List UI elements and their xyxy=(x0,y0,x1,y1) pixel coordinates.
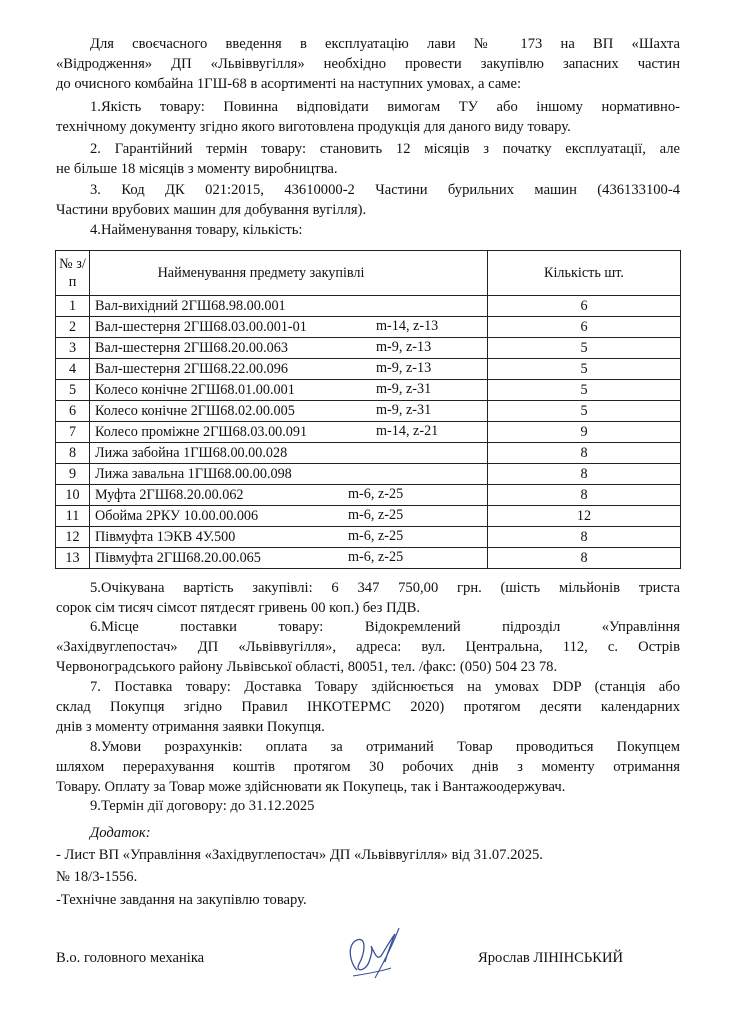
item-name: Лижа забойна 1ГШ68.00.00.028 xyxy=(95,444,288,461)
text-line: 3. Код ДК 021:2015, 43610000-2 Частини бурильних машин (436133100-4 xyxy=(90,182,680,198)
item-parameters: m-9, z-13 xyxy=(376,360,432,376)
item-quantity: 12 xyxy=(488,506,681,527)
text-line: 5.Очікувана вартість закупівлі: 6 347 750,00 грн. (шість мільйонів триста xyxy=(90,580,680,596)
item-parameters: m-6, z-25 xyxy=(348,528,404,544)
item-name: Колесо конічне 2ГШ68.01.00.001 xyxy=(95,381,295,398)
item-name-cell xyxy=(90,443,488,464)
item-name: Півмуфта 2ГШ68.20.00.065 xyxy=(95,549,261,566)
item-name: Вал-вихідний 2ГШ68.98.00.001 xyxy=(95,297,286,314)
item-quantity: 6 xyxy=(488,296,681,317)
contract-term-paragraph xyxy=(56,796,680,816)
item-quantity: 6 xyxy=(488,317,681,338)
warranty-paragraph xyxy=(56,139,680,179)
item-name: Вал-шестерня 2ГШ68.22.00.096 xyxy=(95,360,288,377)
text-line: 2. Гарантійний термін товару: становить 12 місяців з початку експлуатації, але xyxy=(90,141,680,157)
text-line: Товару. Оплату за Товар може здійснювати як Покупець, так і Вантажоодержувач. xyxy=(56,779,566,795)
text-line: 6.Місце поставки товару: Відокремлений підрозділ «Управління xyxy=(90,619,680,635)
item-quantity: 5 xyxy=(488,338,681,359)
text-line: не більше 18 місяців з моменту виробництва. xyxy=(56,161,338,177)
item-parameters: m-9, z-31 xyxy=(376,402,432,418)
text-line: сорок сім тисяч сімсот пятдесят гривень 00 коп.) без ПДВ. xyxy=(56,600,420,616)
item-quantity: 8 xyxy=(488,527,681,548)
text-line: «Відродження» ДП «Львіввугілля» необхідно провести закупівлю запасних частин xyxy=(56,56,680,72)
payment-paragraph xyxy=(56,737,680,797)
row-number: 13 xyxy=(56,548,90,569)
item-name: Вал-шестерня 2ГШ68.03.00.001-01 xyxy=(95,318,307,335)
item-parameters: m-6, z-25 xyxy=(348,507,404,523)
items-table xyxy=(55,250,681,569)
item-name: Обойма 2РКУ 10.00.00.006 xyxy=(95,507,259,524)
item-name: Півмуфта 1ЭКВ 4У.500 xyxy=(95,528,236,545)
appendix-line: - Лист ВП «Управління «Західвуглепостач» ДП «Львіввугілля» від 31.07.2025. xyxy=(56,847,543,863)
appendix-title: Додаток: xyxy=(90,825,151,841)
text-line: 7. Поставка товару: Доставка Товару здійснюється на умовах DDP (станція або xyxy=(90,679,680,695)
table-row xyxy=(56,464,681,485)
text-line: Для своєчасного введення в експлуатацію лави № 173 на ВП «Шахта xyxy=(90,36,680,52)
dk-code-paragraph xyxy=(56,180,680,220)
text-line: Частини врубових машин для добування вугілля). xyxy=(56,202,367,218)
table-row xyxy=(56,296,681,317)
item-quantity: 9 xyxy=(488,422,681,443)
appendix-line: -Технічне завдання на закупівлю товару. xyxy=(56,892,307,908)
row-number: 2 xyxy=(56,317,90,338)
table-row xyxy=(56,485,681,506)
table-row xyxy=(56,506,681,527)
delivery-place-paragraph xyxy=(56,617,680,677)
text-line: 4.Найменування товару, кількість: xyxy=(90,222,303,238)
item-parameters: m-14, z-13 xyxy=(376,318,439,334)
item-name-cell xyxy=(90,548,488,569)
item-name-cell xyxy=(90,317,488,338)
item-name: Колесо проміжне 2ГШ68.03.00.091 xyxy=(95,423,308,440)
item-parameters: m-14, z-21 xyxy=(376,423,439,439)
item-name: Лижа завальна 1ГШ68.00.00.098 xyxy=(95,465,292,482)
intro-paragraph xyxy=(56,34,680,94)
item-quantity: 8 xyxy=(488,443,681,464)
table-row xyxy=(56,548,681,569)
appendix-line: № 18/3-1556. xyxy=(56,869,138,885)
table-row xyxy=(56,338,681,359)
items-heading xyxy=(56,220,680,240)
row-number: 10 xyxy=(56,485,90,506)
item-name-cell xyxy=(90,464,488,485)
text-line: склад Покупця згідно Правил ІНКОТЕРМС 2020) протягом десяти календарних xyxy=(56,699,680,715)
text-line: технічному документу згідно якого виготовлена продукція для даного виду товару. xyxy=(56,119,571,135)
text-line: 1.Якість товару: Повинна відповідати вимогам ТУ або іншому нормативно- xyxy=(90,99,680,115)
item-quantity: 8 xyxy=(488,485,681,506)
item-name-cell xyxy=(90,506,488,527)
item-name-cell xyxy=(90,422,488,443)
header-qty: Кількість шт. xyxy=(488,251,681,296)
item-name-cell xyxy=(90,359,488,380)
row-number: 9 xyxy=(56,464,90,485)
delivery-terms-paragraph xyxy=(56,677,680,737)
cost-paragraph xyxy=(56,578,680,618)
item-name-cell xyxy=(90,296,488,317)
table-row xyxy=(56,422,681,443)
text-line: до очисного комбайна 1ГШ-68 в асортименті на наступних умовах, а саме: xyxy=(56,76,522,92)
table-row xyxy=(56,380,681,401)
header-name: Найменування предмету закупівлі xyxy=(90,251,488,296)
table-row xyxy=(56,317,681,338)
item-quantity: 8 xyxy=(488,548,681,569)
item-quantity: 5 xyxy=(488,359,681,380)
item-name-cell xyxy=(90,380,488,401)
header-num: № з/п xyxy=(56,251,90,296)
table-header-row xyxy=(56,251,681,296)
text-line: шляхом перерахування коштів протягом 30 робочих днів з моменту отримання xyxy=(56,759,680,775)
row-number: 1 xyxy=(56,296,90,317)
table-row xyxy=(56,527,681,548)
item-name-cell xyxy=(90,401,488,422)
text-line: 9.Термін дії договору: до 31.12.2025 xyxy=(90,798,315,814)
item-name-cell xyxy=(90,485,488,506)
item-quantity: 8 xyxy=(488,464,681,485)
quality-paragraph xyxy=(56,97,680,137)
item-name: Колесо конічне 2ГШ68.02.00.005 xyxy=(95,402,295,419)
item-quantity: 5 xyxy=(488,401,681,422)
text-line: Червоноградського району Львівської області, 80051, тел. /факс: (050) 504 23 78. xyxy=(56,659,558,675)
row-number: 8 xyxy=(56,443,90,464)
item-name-cell xyxy=(90,527,488,548)
row-number: 11 xyxy=(56,506,90,527)
signatory-title: В.о. головного механіка xyxy=(56,950,205,966)
row-number: 3 xyxy=(56,338,90,359)
signatory-name: Ярослав ЛІНІНСЬКИЙ xyxy=(478,950,624,966)
item-quantity: 5 xyxy=(488,380,681,401)
row-number: 6 xyxy=(56,401,90,422)
item-name: Вал-шестерня 2ГШ68.20.00.063 xyxy=(95,339,288,356)
table-row xyxy=(56,401,681,422)
item-parameters: m-9, z-13 xyxy=(376,339,432,355)
text-line: 8.Умови розрахунків: оплата за отриманий Товар проводиться Покупцем xyxy=(90,739,680,755)
table-row xyxy=(56,359,681,380)
item-name: Муфта 2ГШ68.20.00.062 xyxy=(95,486,244,503)
row-number: 7 xyxy=(56,422,90,443)
item-name-cell xyxy=(90,338,488,359)
item-parameters: m-9, z-31 xyxy=(376,381,432,397)
table-row xyxy=(56,443,681,464)
table-body xyxy=(56,296,681,569)
text-line: «Західвуглепостач» ДП «Львіввугілля», адреса: вул. Центральна, 112, с. Острів xyxy=(56,639,680,655)
item-parameters: m-6, z-25 xyxy=(348,549,404,565)
row-number: 4 xyxy=(56,359,90,380)
text-line: днів з моменту отримання заявки Покупця. xyxy=(56,719,325,735)
item-parameters: m-6, z-25 xyxy=(348,486,404,502)
row-number: 5 xyxy=(56,380,90,401)
handwritten-signature xyxy=(335,920,425,990)
row-number: 12 xyxy=(56,527,90,548)
